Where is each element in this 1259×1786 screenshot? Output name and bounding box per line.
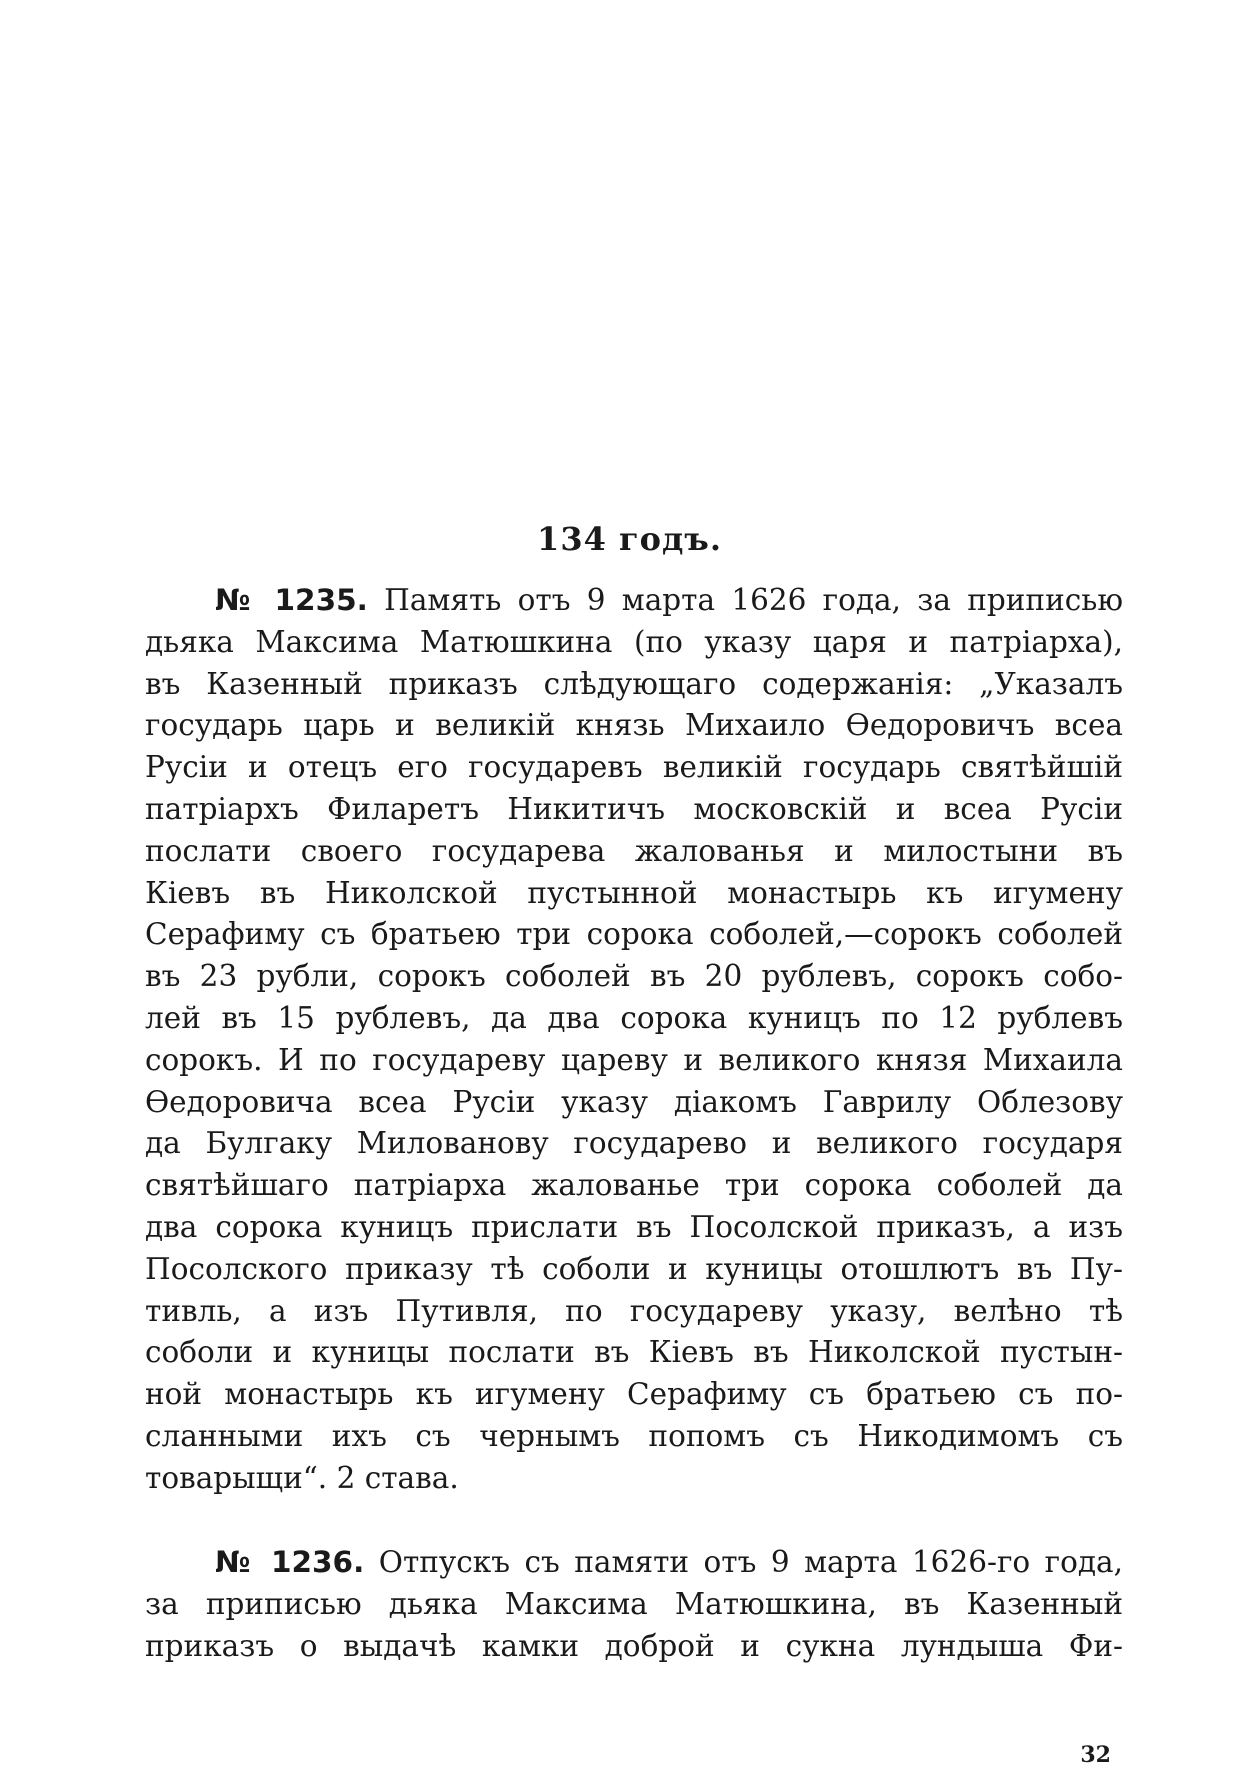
entry-1235-line: сорокъ. И по государеву цареву и великого князя Михаила — [145, 1042, 1123, 1077]
entry-1235-line: два сорока куницъ прислати въ Посолской приказъ, а изъ — [145, 1209, 1123, 1244]
entry-1235-line: Посолского приказу тѣ соболи и куницы отошлютъ въ Пу- — [145, 1251, 1123, 1286]
entry-1235-line: дьяка Максима Матюшкина (по указу царя и патріарха), — [145, 624, 1123, 659]
entry-1235 — [145, 580, 1123, 1500]
entry-1235-line: сланными ихъ съ чернымъ попомъ съ Никодимомъ съ — [145, 1418, 1123, 1453]
entry-1235-line: Память отъ 9 марта 1626 года, за приписью — [384, 583, 1123, 617]
entry-1235-line: патріархъ Филаретъ Никитичъ московскій и всеа Русіи — [145, 791, 1123, 826]
entry-1235-line: государь царь и великій князь Михаило Өедоровичъ всеа — [145, 708, 1123, 743]
entry-1236 — [145, 1542, 1123, 1667]
entry-1235-first-line — [145, 580, 1123, 622]
entry-1235-line: соболи и куницы послати въ Кіевъ въ Николской пустын- — [145, 1335, 1123, 1370]
entry-1235-line: Кіевъ въ Николской пустынной монастырь къ игумену — [145, 875, 1123, 910]
entry-1235-line: послати своего государева жалованья и милостыни въ — [145, 833, 1123, 868]
entry-1235-number: № 1235. — [215, 583, 368, 617]
entry-1235-line: ной монастырь къ игумену Серафиму съ братьею съ по- — [145, 1377, 1123, 1412]
entry-1235-line: лей въ 15 рублевъ, да два сорока куницъ по 12 рублевъ — [145, 1000, 1123, 1035]
entry-1235-line: Өедоровича всеа Русіи указу діакомъ Гаврилу Облезову — [145, 1084, 1123, 1119]
entry-1236-number: № 1236. — [215, 1545, 365, 1579]
entry-1235-line: въ Казенный приказъ слѣдующаго содержанія: „Указалъ — [145, 666, 1123, 701]
entry-1235-line: товарыщи“. 2 става. — [145, 1460, 459, 1495]
entry-1235-line: святѣйшаго патріарха жалованье три сорока соболей да — [145, 1168, 1123, 1203]
page-number: 32 — [1080, 1742, 1111, 1768]
year-heading: 134 годъ. — [537, 520, 722, 558]
entry-1235-line: тивль, а изъ Путивля, по государеву указу, велѣно тѣ — [145, 1293, 1123, 1328]
entry-1236-line: Отпускъ съ памяти отъ 9 марта 1626-го года, — [378, 1545, 1123, 1579]
entry-1236-first-line — [145, 1542, 1123, 1584]
entry-1236-line: приказъ о выдачѣ камки доброй и сукна лундыша Фи- — [145, 1628, 1123, 1663]
entry-1235-line: Серафиму съ братьею три сорока соболей,—сорокъ соболей — [145, 917, 1123, 952]
entry-1235-line: Русіи и отецъ его государевъ великій государь святѣйшій — [145, 750, 1123, 785]
entry-1235-line: да Булгаку Милованову государево и великого государя — [145, 1126, 1123, 1161]
entry-1235-line: въ 23 рубли, сорокъ соболей въ 20 рублевъ, сорокъ собо- — [145, 959, 1123, 994]
entry-1236-line: за приписью дьяка Максима Матюшкина, въ Казенный — [145, 1586, 1123, 1621]
